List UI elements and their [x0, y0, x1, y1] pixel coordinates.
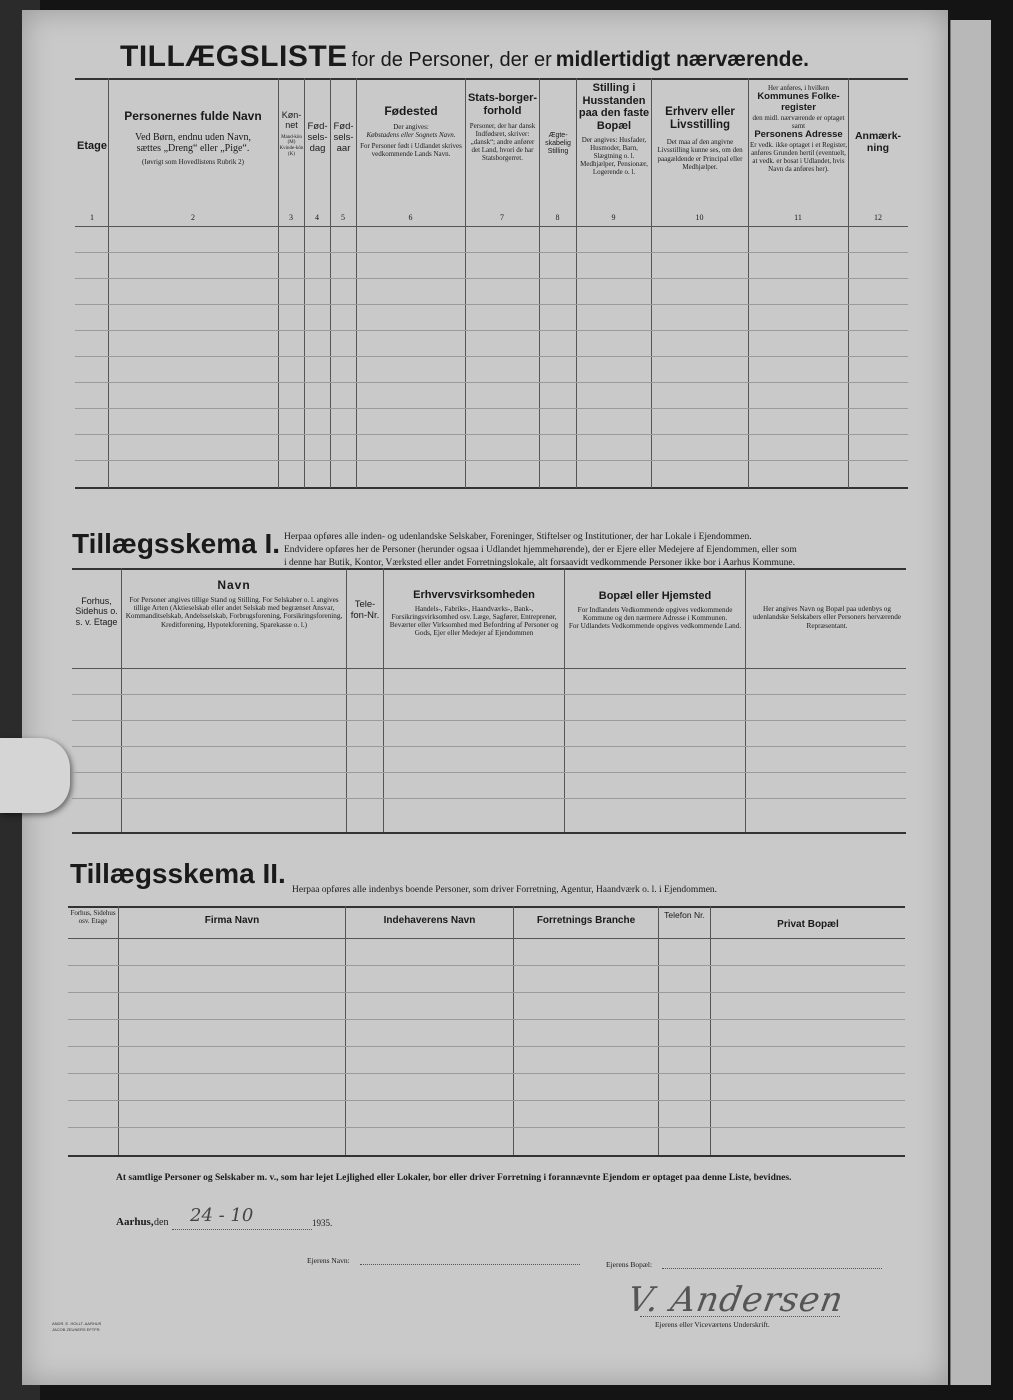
- owner-address-line: [662, 1268, 882, 1269]
- skema1-col-representative: Her angives Navn og Bopæl paa udenbys og udenlandske Selskabers eller Personers herværende Repræsentant.: [752, 605, 902, 630]
- skema1-col-residence-note1: For Indlandets Vedkommende opgives vedkommende Kommune og den nærmere Adresse i Kommunen.: [577, 605, 733, 622]
- title-mid: for de Personer, der er: [351, 49, 552, 71]
- printer-mark-1: ANDR. E. HOLLT. AARHUS: [52, 1321, 102, 1326]
- col-register-title2: Personens Adresse: [754, 128, 843, 140]
- skema1-col-etage: Forhus, Sidehus o. s. v. Etage: [75, 596, 118, 627]
- skema1-col-name: [123, 579, 345, 629]
- skema1-col-name-title: Navn: [217, 578, 251, 592]
- owner-name-line: [360, 1264, 580, 1265]
- col-gender-title: Køn-net: [281, 110, 302, 131]
- declaration-text: At samtlige Personer og Selskaber m. v., som har lejet Lejlighed eller Lokaler, bor eller driver Forretning i forannævnte Ejendom er optaget paa denne Liste, bevidnes.: [116, 1173, 792, 1183]
- col-number: 9: [611, 213, 616, 222]
- col-register-title: Kommunes Folke-register: [757, 91, 840, 113]
- den-label: den: [154, 1217, 169, 1228]
- col-etage-header: Etage: [77, 140, 107, 152]
- col-number: 4: [315, 213, 319, 222]
- col-household-header: [577, 82, 651, 176]
- col-gender-note1: Mand-kön (M): [281, 134, 302, 146]
- col-birthplace-note1: Der angives:: [393, 122, 429, 131]
- col-occupation-note1: Det maa af den angivne Livsstilling kunne ses, om den paagældende er Principal eller Medhjælper.: [657, 138, 743, 171]
- col-register-note1: den midl. nærværende er optaget samt: [752, 113, 845, 130]
- col-register-pre: Her anføres, i hvilken: [767, 84, 830, 92]
- skema1-col-business-note: Handels-, Fabriks-, Haandværks-, Bank-, Forsikringsvirksomhed osv. Læge, Sagfører, Entreprenør, Beværter eller Virksomhed med Befordring af Personer og Gods, Ejer eller Medejer af Ejendommen: [389, 604, 559, 638]
- page-tab: [0, 738, 70, 813]
- signature-label: Ejerens eller Viceværtens Underskrift.: [655, 1320, 770, 1329]
- col-occupation-header: [652, 106, 748, 171]
- year-label: 1935.: [312, 1218, 333, 1228]
- col-birthplace-note3: For Personer født i Udlandet skrives vedkommende Lands Navn.: [360, 141, 462, 158]
- skema1-col-residence: [566, 590, 744, 630]
- skema1-intro-line1: Herpaa opføres alle inden- og udenlandske Selskaber, Foreninger, Stiftelser og Institutioner, der har Lokale i Ejendommen.: [284, 532, 752, 542]
- skema2-title: Tillægsskema II.: [70, 858, 286, 889]
- col-number: 8: [555, 213, 560, 222]
- owner-address-label: Ejerens Bopæl:: [606, 1260, 653, 1269]
- form-title: [120, 40, 809, 74]
- col-number: 1: [90, 213, 94, 222]
- col-number: 6: [408, 213, 413, 222]
- col-household-note1: Der angives: Husfader, Husmoder, Barn, Slægtning o. l. Medhjælper, Pensionær, Logerende o. l.: [580, 135, 648, 176]
- skema2-col-owner: Indehaverens Navn: [383, 915, 476, 926]
- col-number: 11: [794, 213, 802, 222]
- skema1-col-business: [385, 589, 563, 638]
- col-gender-note2: Kvinde-kön (K): [279, 146, 304, 157]
- skema2-col-address: Privat Bopæl: [777, 919, 839, 930]
- skema1-col-residence-title: Bopæl eller Hjemsted: [598, 590, 712, 602]
- col-number: 7: [500, 213, 504, 222]
- date-handwritten: 24 - 10: [190, 1205, 254, 1226]
- col-citizenship-title: Stats-borger-forhold: [467, 92, 538, 117]
- printer-mark-2: JACOB ZEUNERS EFTFR.: [52, 1327, 101, 1332]
- skema1-col-phone: Tele-fon-Nr.: [350, 599, 380, 621]
- col-birthday-header: Fød-sels-dag: [307, 121, 328, 154]
- col-number: 5: [341, 213, 345, 222]
- col-number: 12: [874, 213, 882, 222]
- col-register-note2: Er vedk. ikke optaget i et Register, anføres Grunden hertil (eventuelt, at vedk. er bosat i Udlandet, hvis Navn da anføres her).: [750, 140, 847, 174]
- skema1-title: Tillægsskema I.: [72, 528, 281, 559]
- title-end: midlertidigt nærværende.: [555, 48, 809, 71]
- skema2-col-etage: Forhus, Sidehus osv. Etage: [70, 909, 116, 926]
- col-household-title: Stilling i Husstanden paa den faste Bopæl: [578, 82, 650, 132]
- city-label: Aarhus,: [116, 1216, 154, 1228]
- skema1-intro: [284, 531, 909, 569]
- skema1-col-name-note: For Personer angives tillige Stand og Stilling. For Selskaber o. l. angives tillige Arten (Aktieselskab eller andet Selskab med begrænset Ansvar, Kommanditselskab, Andelsselskab, Forbrugsforening, Forsikringsforening, Kreditforening, Hypotekforening, Sparekasse o. l.): [125, 595, 343, 629]
- col-marital-header: Ægte-skabelig Stilling: [545, 132, 571, 156]
- col-register-header: [749, 84, 848, 173]
- skema2-col-phone: Telefon Nr.: [664, 910, 705, 920]
- col-occupation-title: Erhverv eller Livsstilling: [665, 106, 735, 132]
- col-gender-header: [279, 110, 304, 158]
- col-name-note2: sættes „Dreng“ eller „Pige“.: [136, 143, 250, 155]
- skema1-col-residence-note2: For Udlandets Vedkommende opgives vedkommende Land.: [568, 622, 742, 631]
- skema2-col-firm: Firma Navn: [204, 915, 260, 926]
- col-number: 3: [289, 213, 293, 222]
- col-birthplace-title: Fødested: [384, 104, 438, 118]
- col-number: 2: [191, 213, 195, 222]
- col-birthplace-header: [358, 105, 464, 158]
- col-name-note1: Ved Børn, endnu uden Navn,: [134, 131, 252, 143]
- skema2-intro: Herpaa opføres alle indenbys boende Personer, som driver Forretning, Agentur, Haandværk o. l. i Ejendommen.: [292, 885, 718, 895]
- col-birthplace-note2: Købstadens eller Sognets Navn.: [366, 130, 456, 139]
- owner-name-label: Ejerens Navn:: [307, 1256, 350, 1265]
- col-name-note3: (Iøvrigt som Hovedlistens Rubrik 2): [142, 157, 244, 166]
- skema1-intro-line3: i denne har Butik, Kontor, Værksted eller andet Forretningslokale, alt forsaavidt vedkommende Personer ikke bor i Aarhus Kommune.: [284, 557, 796, 568]
- title-main: TILLÆGSLISTE: [120, 40, 348, 73]
- col-citizenship-note1: Personer, der har dansk Indfødsret, skriver: „dansk“; andre anfører det Land, hvori de har Statsborgerret.: [469, 122, 536, 163]
- col-remark-header: Anmærk-ning: [854, 130, 902, 155]
- date-line: [172, 1229, 312, 1230]
- col-number: 10: [695, 213, 704, 222]
- skema1-intro-line2: Endvidere opføres her de Personer (herunder ogsaa i Udlandet hjemmehørende), der er Ejere eller Medejere af Ejendommen, eller som: [284, 544, 797, 555]
- next-page-edge: [950, 20, 991, 1385]
- col-name-header: [110, 110, 276, 166]
- signature: V. Andersen: [624, 1280, 847, 1320]
- skema1-col-business-title: Erhvervsvirksomheden: [413, 589, 535, 601]
- signature-line: [640, 1316, 840, 1317]
- skema2-col-branch: Forretnings Branche: [536, 915, 636, 926]
- col-birthyear-header: Fød-sels-aar: [333, 121, 354, 154]
- col-name-title: Personernes fulde Navn: [124, 109, 262, 123]
- col-citizenship-header: [467, 92, 538, 163]
